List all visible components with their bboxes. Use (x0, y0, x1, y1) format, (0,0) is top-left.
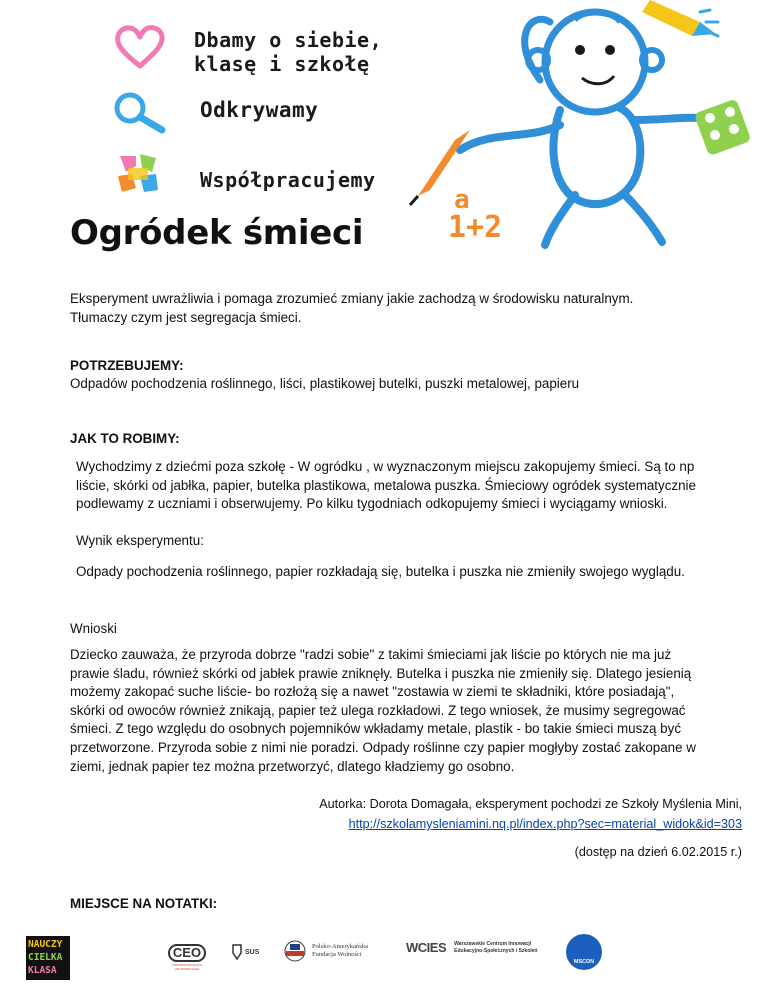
needs-heading: POTRZEBUJEMY: (70, 358, 184, 373)
intro-line1: Eksperyment uwrażliwia i pomaga zrozumieć zmiany jakie zachodzą w środowisku naturalnym. (70, 291, 634, 306)
logo-ceo-text: CEO (168, 944, 206, 962)
grade-badge-line2: 1+2 (448, 210, 503, 245)
logo-pafw-line2: Fundacja Wolności (312, 951, 362, 958)
conclusions-heading: Wnioski (70, 621, 117, 636)
logo-nk-line1: NAUCZY (28, 939, 63, 950)
logo-mscdn-text: MSCDN (573, 959, 595, 965)
logo-sus-text: SUS (245, 948, 260, 956)
motto-care-line1: Dbamy o siebie, (194, 28, 383, 52)
sus-shield-icon (232, 944, 242, 960)
motto-discover-text: Odkrywamy (200, 98, 319, 122)
pafw-emblem-icon (284, 940, 306, 962)
motto-cooperate (200, 168, 376, 192)
grade-badge (448, 185, 503, 245)
logo-ceo-sub: CENTRUM EDUKACJI OBYWATELSKIEJ (171, 963, 203, 971)
footer-logos (0, 930, 768, 990)
pencil-icon (642, 0, 718, 36)
grade-badge-line1: a (454, 185, 470, 215)
logo-pafw (284, 940, 368, 962)
hands-icon (110, 148, 166, 205)
logo-wcies-line1: Warszawskie Centrum Innowacji (454, 940, 532, 947)
needs-text: Odpadów pochodzenia roślinnego, liści, plastikowej butelki, puszki metalowej, papieru (70, 376, 580, 391)
logo-ceo (168, 944, 206, 971)
logo-nk-line2: CIELKA (28, 952, 63, 963)
logo-sus (232, 944, 259, 960)
result-heading: Wynik eksperymentu: (76, 533, 204, 548)
logo-mscdn (566, 934, 602, 970)
how-text: Wychodzimy z dziećmi poza szkołę - W ogródku , w wyznaczonym miejscu zakopujemy śmieci. Są to np liście, skórki od jabłka, papier, butelka plastikowa, metalowa puszka. Śmieciowy ogródek systematycznie podlewamy z uczniami i obserwujemy. Po kilku tygodniach odkopujemy śmieci i wyciągamy wnioski. (76, 459, 696, 512)
intro (70, 290, 700, 327)
lego-brick-icon (694, 98, 752, 156)
logo-wcies-text: WCIES (406, 940, 447, 955)
heart-icon (112, 22, 168, 75)
motto-care-line2: klasę i szkołę (194, 52, 370, 76)
motto-discover (200, 98, 318, 122)
logo-wcies (406, 940, 537, 955)
source-link[interactable]: http://szkolamysleniamini.nq.pl/index.php?sec=material_widok&id=303 (348, 817, 742, 831)
notes-heading: MIEJSCE NA NOTATKI: (70, 896, 218, 911)
logo-pafw-line1: Polsko-Amerykańska (312, 943, 368, 950)
logo-nk-line3: KLASA (28, 965, 57, 976)
author-line: Autorka: Dorota Domagała, eksperyment pochodzi ze Szkoły Myślenia Mini, (319, 797, 742, 811)
author-block (319, 794, 742, 834)
motto-care (194, 28, 382, 76)
how-heading: JAK TO ROBIMY: (70, 431, 180, 446)
motto-cooperate-text: Współpracujemy (200, 168, 376, 192)
access-date: (dostęp na dzień 6.02.2015 r.) (574, 845, 742, 859)
magnifier-icon (112, 90, 174, 141)
intro-line2: Tłumaczy czym jest segregacja śmieci. (70, 309, 302, 325)
conclusions-text: Dziecko zauważa, że przyroda dobrze "radzi sobie" z takimi śmieciami jak liście po których nie ma już prawie śladu, również skórki od jabłek prawie zniknęły. Butelka i puszka nie zmieniły się. Dlatego jesienią możemy zakopać suche liście- bo rozłożą się a nawet "zostawia w ziemi te składniki, które posiadają", skórki od owoców również znikają, papier też ulega rozkładowi. Z tego wniosek, że musimy segregować śmieci. Z tego względu do osobnych pojemników wkładamy metale, plastik - bo takie śmieci muszą być przetworzone. Przyroda sobie z nimi nie poradzi. Odpady roślinne czy papier mogłyby zostać zakopane w ziemi, jednak papier tez można przetworzyć, dlatego kładziemy go osobno. (70, 647, 696, 774)
result-text: Odpady pochodzenia roślinnego, papier rozkładają się, butelka i puszka nie zmieniły swojego wyglądu. (76, 564, 685, 579)
page-title: Ogródek śmieci (70, 213, 364, 253)
logo-wcies-line2: Edukacyjno-Społecznych i Szkoleń (454, 947, 538, 954)
logo-nauczycielka-klasa (26, 936, 70, 980)
